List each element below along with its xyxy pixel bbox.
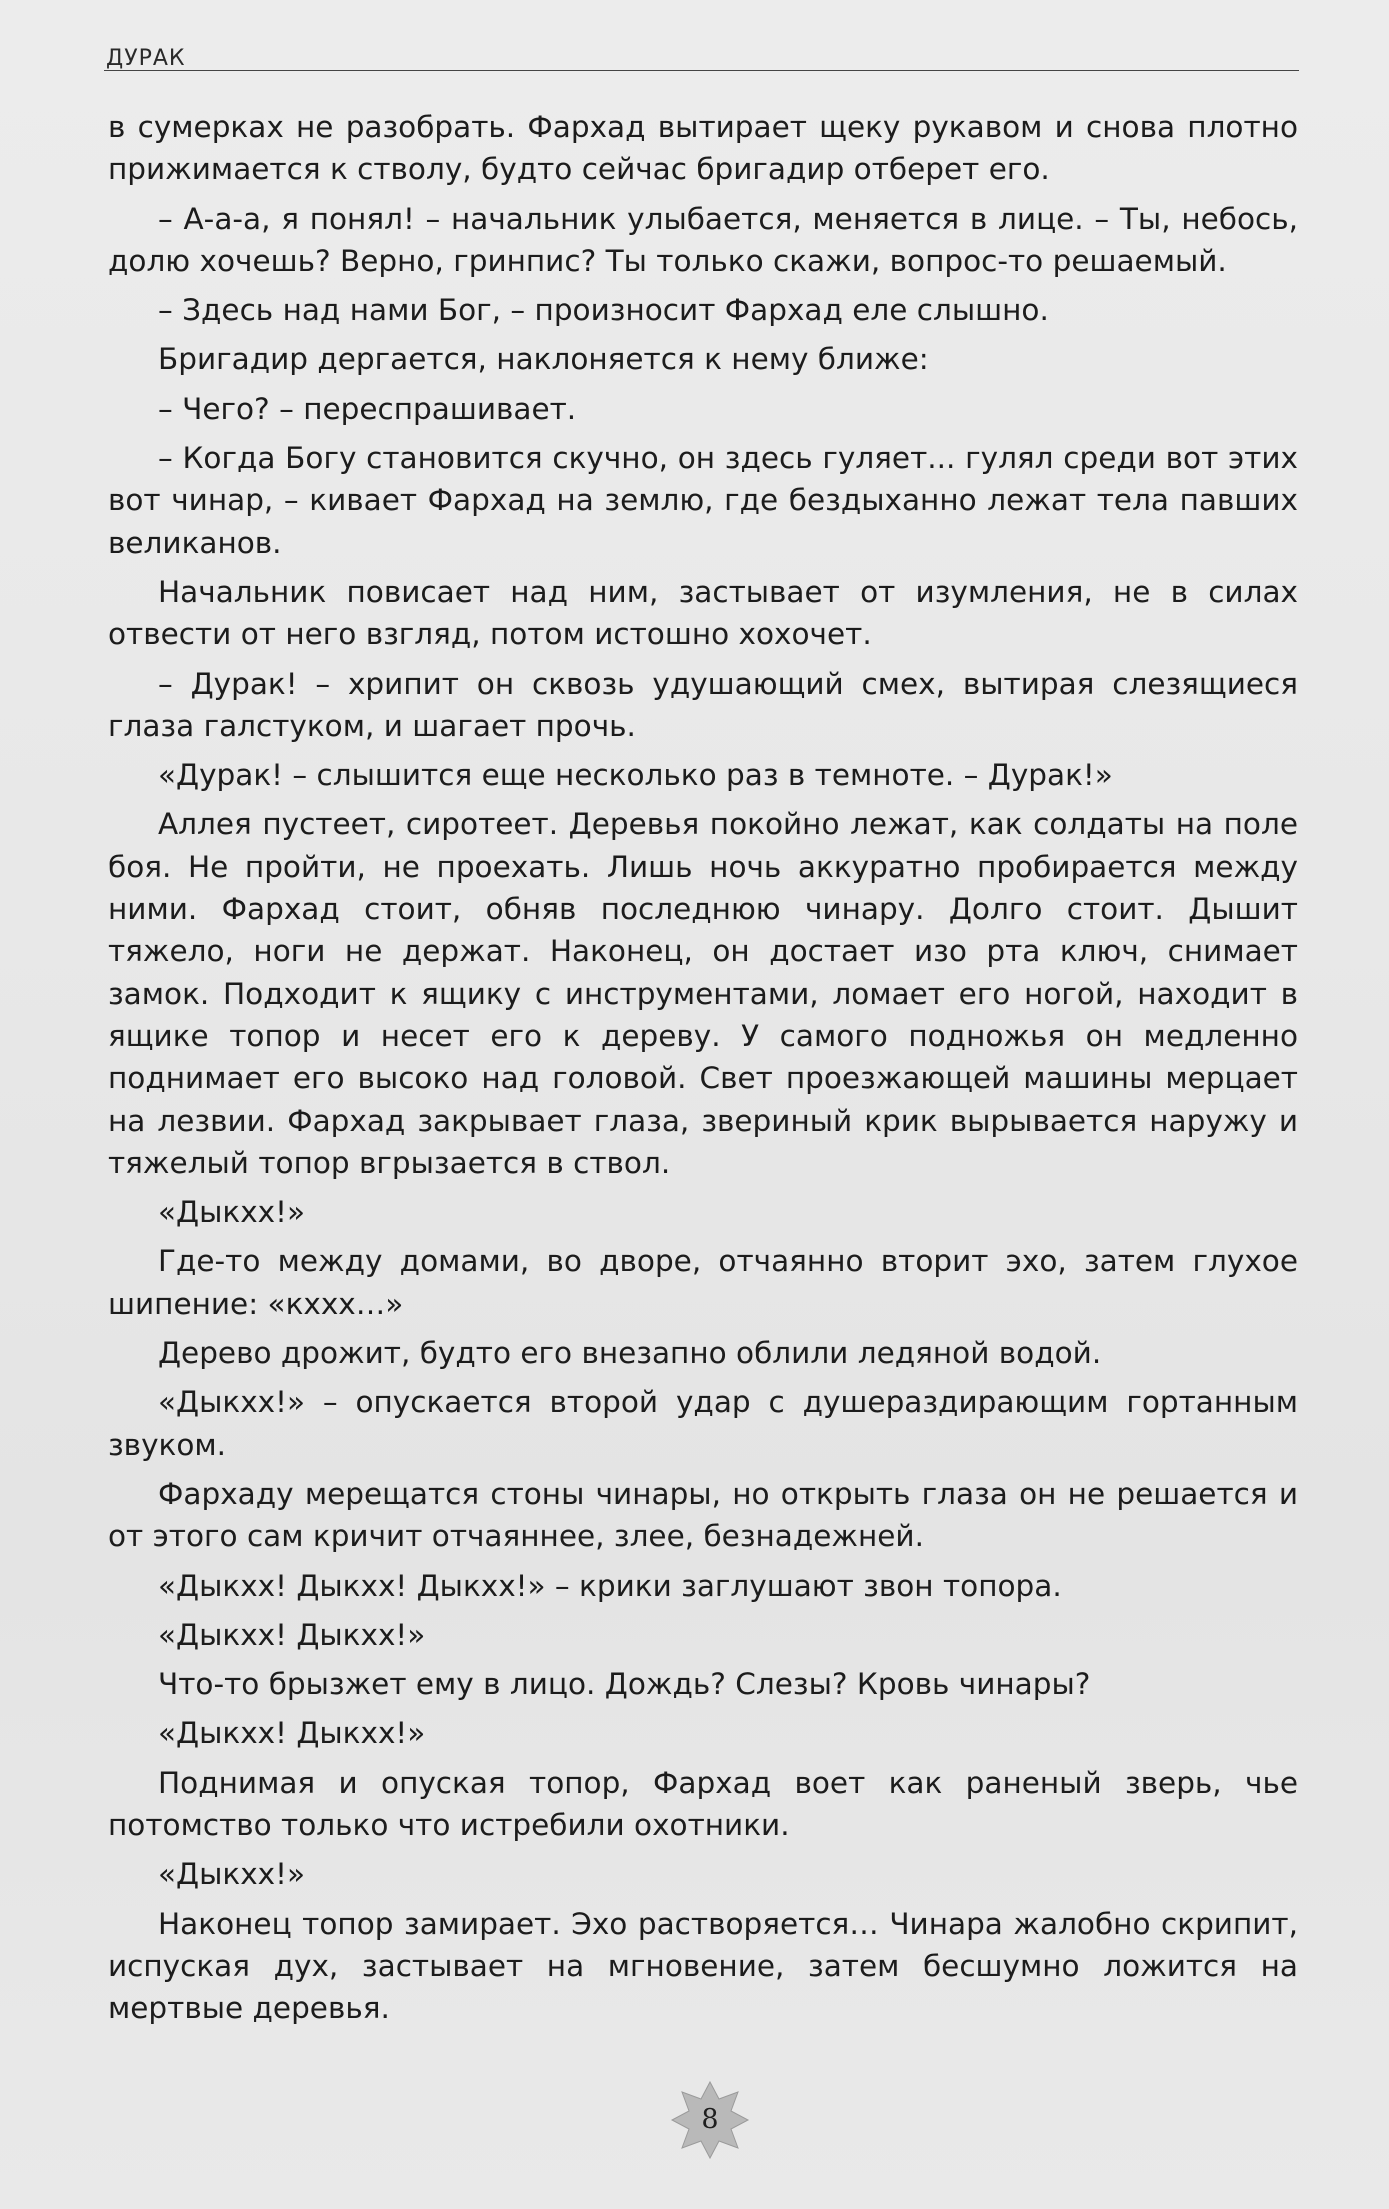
body-text — [108, 106, 1298, 2036]
paragraph: в сумерках не разобрать. Фархад вытирает щеку рукавом и снова плотно прижимается к стволу, будто сейчас бригадир отберет его. — [108, 110, 1298, 187]
paragraph: Где-то между домами, во дворе, отчаянно вторит эхо, затем глухое шипение: «кххх…» — [108, 1244, 1298, 1321]
paragraph: «Дыкхх! Дыкхх! Дыкхх!» – крики заглушают звон топора. — [158, 1568, 1062, 1603]
page-number-badge — [670, 2080, 750, 2160]
paragraph: «Дыкхх!» — [158, 1857, 305, 1892]
paragraph: Фархаду мерещатся стоны чинары, но открыть глаза он не решается и от этого сам кричит отчаяннее, злее, безнадежней. — [108, 1476, 1298, 1554]
paragraph: Что-то брызжет ему в лицо. Дождь? Слезы? Кровь чинары? — [158, 1667, 1091, 1702]
paragraph: Дерево дрожит, будто его внезапно облили ледяной водой. — [158, 1336, 1102, 1371]
paragraph: «Дурак! – слышится еще несколько раз в темноте. – Дурак!» — [158, 758, 1113, 793]
paragraph: Наконец топор замирает. Эхо растворяется… Чинара жалобно скрипит, испуская дух, застывает на мгновение, затем бесшумно ложится на мертвые деревья. — [108, 1906, 1298, 2026]
paragraph: Начальник повисает над ним, застывает от изумления, не в силах отвести от него взгляд, потом истошно хохочет. — [108, 574, 1298, 652]
paragraph: – Дурак! – хрипит он сквозь удушающий смех, вытирая слезящиеся глаза галстуком, и шагает прочь. — [108, 666, 1298, 743]
paragraph: – Здесь над нами Бог, – произносит Фархад еле слышно. — [158, 293, 1049, 328]
running-head: ДУРАК — [106, 46, 186, 71]
paragraph: «Дыкхх!» – опускается второй удар с душераздирающим гортанным звуком. — [108, 1385, 1298, 1462]
paragraph: Поднимая и опуская топор, Фархад воет как раненый зверь, чье потомство только что истребили охотники. — [108, 1765, 1298, 1842]
paragraph: «Дыкхх! Дыкхх!» — [158, 1617, 426, 1652]
paragraph: – А-а-а, я понял! – начальник улыбается, меняется в лице. – Ты, небось, долю хочешь? Верно, гринпис? Ты только скажи, вопрос-то решаемый. — [108, 201, 1298, 278]
paragraph: Бригадир дергается, наклоняется к нему ближе: — [158, 342, 929, 377]
paragraph: – Когда Богу становится скучно, он здесь гуляет... гулял среди вот этих вот чинар, – кивает Фархад на землю, где бездыханно лежат тела павших великанов. — [108, 441, 1298, 560]
page-number: 8 — [701, 2104, 719, 2135]
paragraph: «Дыкхх!» — [158, 1195, 305, 1230]
paragraph: Аллея пустеет, сиротеет. Деревья покойно лежат, как солдаты на поле боя. Не пройти, не проехать. Лишь ночь аккуратно пробирается между ними. Фархад стоит, обняв последнюю чинару. Долго стоит. Дышит тяжело, ноги не держат. Наконец, он достает изо рта ключ, снимает замок. Подходит к ящику с инструментами, ломает его ногой, находит в ящике топор и несет его к дереву. У самого подножья он медленно поднимает его высоко над головой. Свет проезжающей машины мерцает на лезвии. Фархад закрывает глаза, звериный крик вырывается наружу и тяжелый топор вгрызается в ствол. — [108, 807, 1298, 1180]
header-rule — [104, 70, 1299, 71]
paragraph: – Чего? – переспрашивает. — [158, 391, 577, 426]
paragraph: «Дыкхх! Дыкхх!» — [158, 1716, 426, 1751]
